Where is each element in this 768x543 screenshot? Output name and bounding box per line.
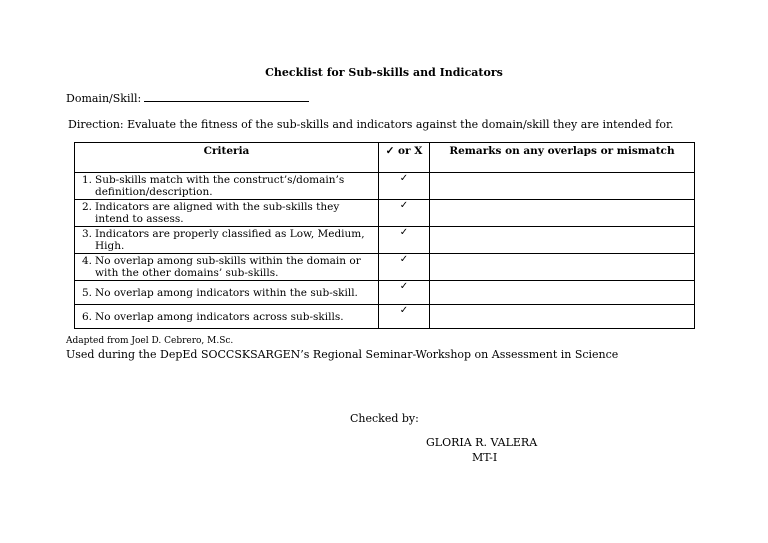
criteria-number: 1.	[82, 174, 93, 186]
remarks-cell[interactable]	[430, 200, 695, 227]
page-title: Checklist for Sub-skills and Indicators	[265, 66, 503, 79]
direction-text: Direction: Evaluate the fitness of the sub-skills and indicators against the domain/skill they are intended for.	[68, 118, 674, 131]
criteria-number: 6.	[82, 311, 93, 323]
signer-position: MT-I	[472, 451, 498, 464]
check-mark-cell[interactable]: ✓	[379, 305, 430, 329]
criteria-cell	[75, 254, 379, 281]
criteria-number: 5.	[82, 287, 93, 299]
table-row	[75, 305, 695, 329]
criteria-number: 4.	[82, 255, 93, 267]
header-check-or-x: ✓ or X	[379, 143, 430, 173]
domain-skill-field	[66, 91, 309, 105]
criteria-text: Sub-skills match with the construct’s/domain’s definition/description.	[95, 174, 345, 198]
criteria-text: No overlap among indicators across sub-skills.	[95, 311, 344, 323]
check-mark-cell[interactable]: ✓	[379, 281, 430, 305]
criteria-number: 3.	[82, 228, 93, 240]
remarks-cell[interactable]	[430, 305, 695, 329]
criteria-cell	[75, 305, 379, 329]
table-row	[75, 281, 695, 305]
table-row	[75, 254, 695, 281]
remarks-cell[interactable]	[430, 173, 695, 200]
domain-skill-blank-line[interactable]	[144, 91, 309, 102]
table-row	[75, 227, 695, 254]
header-remarks: Remarks on any overlaps or mismatch	[430, 143, 695, 173]
criteria-cell	[75, 173, 379, 200]
remarks-cell[interactable]	[430, 227, 695, 254]
remarks-cell[interactable]	[430, 281, 695, 305]
domain-skill-label: Domain/Skill:	[66, 92, 142, 105]
usage-note: Used during the DepEd SOCCSKSARGEN’s Regional Seminar-Workshop on Assessment in Science	[66, 348, 619, 361]
table-row	[75, 173, 695, 200]
checklist-table	[74, 142, 695, 329]
checked-by-label: Checked by:	[350, 412, 419, 425]
criteria-text: Indicators are aligned with the sub-skills they intend to assess.	[95, 201, 340, 225]
check-mark-cell[interactable]: ✓	[379, 200, 430, 227]
criteria-cell	[75, 200, 379, 227]
criteria-cell	[75, 281, 379, 305]
criteria-cell	[75, 227, 379, 254]
check-mark-cell[interactable]: ✓	[379, 173, 430, 200]
remarks-cell[interactable]	[430, 254, 695, 281]
check-mark-cell[interactable]: ✓	[379, 227, 430, 254]
header-criteria: Criteria	[75, 143, 379, 173]
adapted-from-note: Adapted from Joel D. Cebrero, M.Sc.	[66, 336, 234, 346]
table-row	[75, 200, 695, 227]
check-mark-cell[interactable]: ✓	[379, 254, 430, 281]
signer-name: GLORIA R. VALERA	[426, 436, 538, 449]
criteria-number: 2.	[82, 201, 93, 213]
criteria-text: No overlap among sub-skills within the domain or with the other domains’ sub-skills.	[95, 255, 361, 279]
criteria-text: Indicators are properly classified as Low, Medium, High.	[95, 228, 365, 252]
criteria-text: No overlap among indicators within the sub-skill.	[95, 287, 358, 299]
